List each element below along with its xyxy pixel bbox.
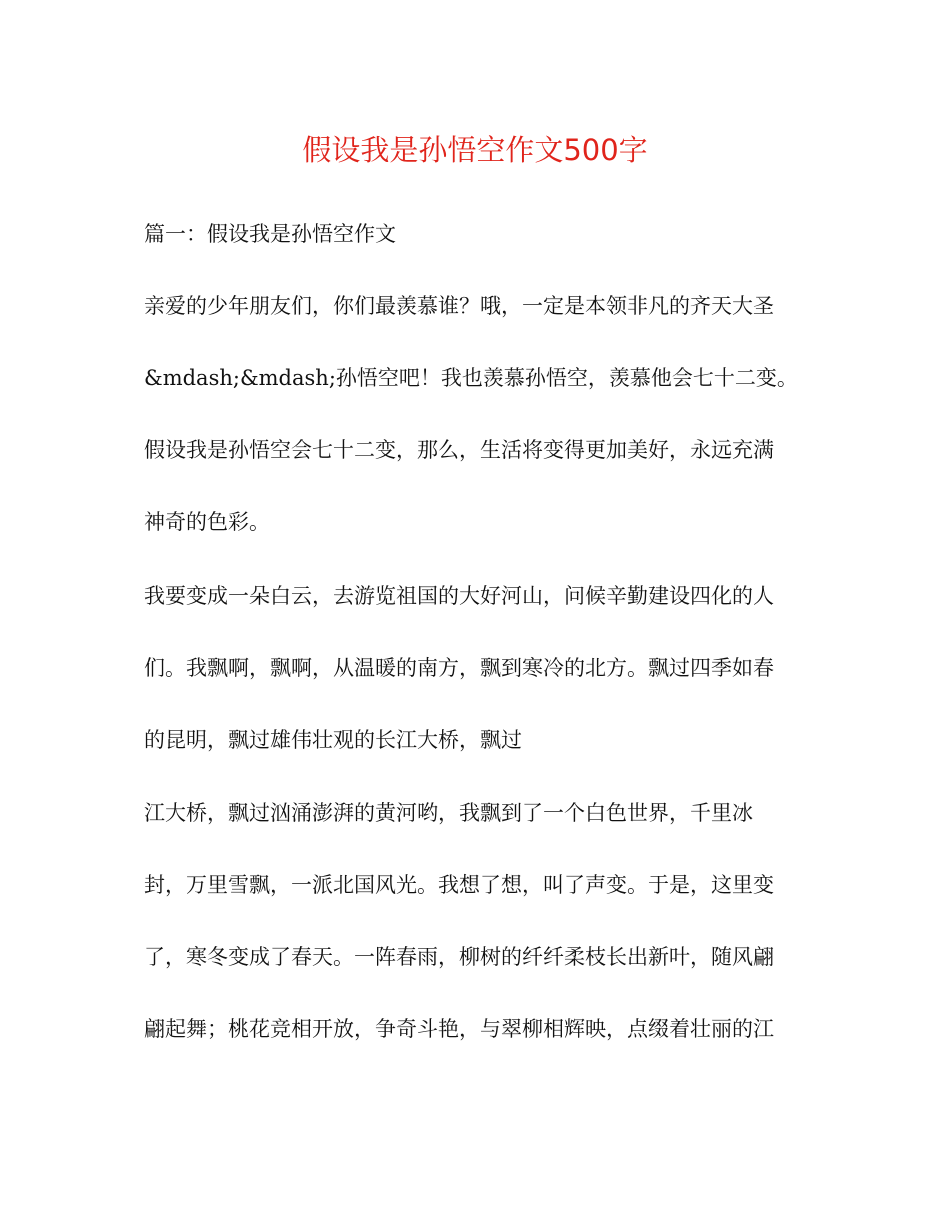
paragraph-line: 篇一：假设我是孙悟空作文 — [144, 222, 396, 246]
paragraph-line: 翩起舞；桃花竞相开放，争奇斗艳，与翠柳相辉映，点缀着壮丽的江 — [144, 1017, 774, 1041]
paragraph-line: 我要变成一朵白云，去游览祖国的大好河山，问候辛勤建设四化的人 — [144, 584, 774, 608]
paragraph-line: 们。我飘啊，飘啊，从温暖的南方，飘到寒冷的北方。飘过四季如春 — [144, 656, 774, 680]
paragraph-line: 的昆明，飘过雄伟壮观的长江大桥，飘过 — [144, 728, 522, 752]
paragraph-line: 神奇的色彩。 — [144, 510, 270, 534]
paragraph-line: 江大桥，飘过汹涌澎湃的黄河哟，我飘到了一个白色世界，千里冰 — [144, 801, 753, 825]
paragraph-line: 了，寒冬变成了春天。一阵春雨，柳树的纤纤柔枝长出新叶，随风翩 — [144, 945, 774, 969]
document-title: 假设我是孙悟空作文500字 — [302, 133, 648, 167]
paragraph-line: &mdash;&mdash;孙悟空吧！我也羡慕孙悟空，羡慕他会七十二变。 — [144, 366, 798, 390]
paragraph-line: 假设我是孙悟空会七十二变，那么，生活将变得更加美好，永远充满 — [144, 438, 774, 462]
paragraph-line: 亲爱的少年朋友们，你们最羡慕谁？哦，一定是本领非凡的齐天大圣 — [144, 294, 774, 318]
paragraph-line: 封，万里雪飘，一派北国风光。我想了想，叫了声变。于是，这里变 — [144, 873, 774, 897]
